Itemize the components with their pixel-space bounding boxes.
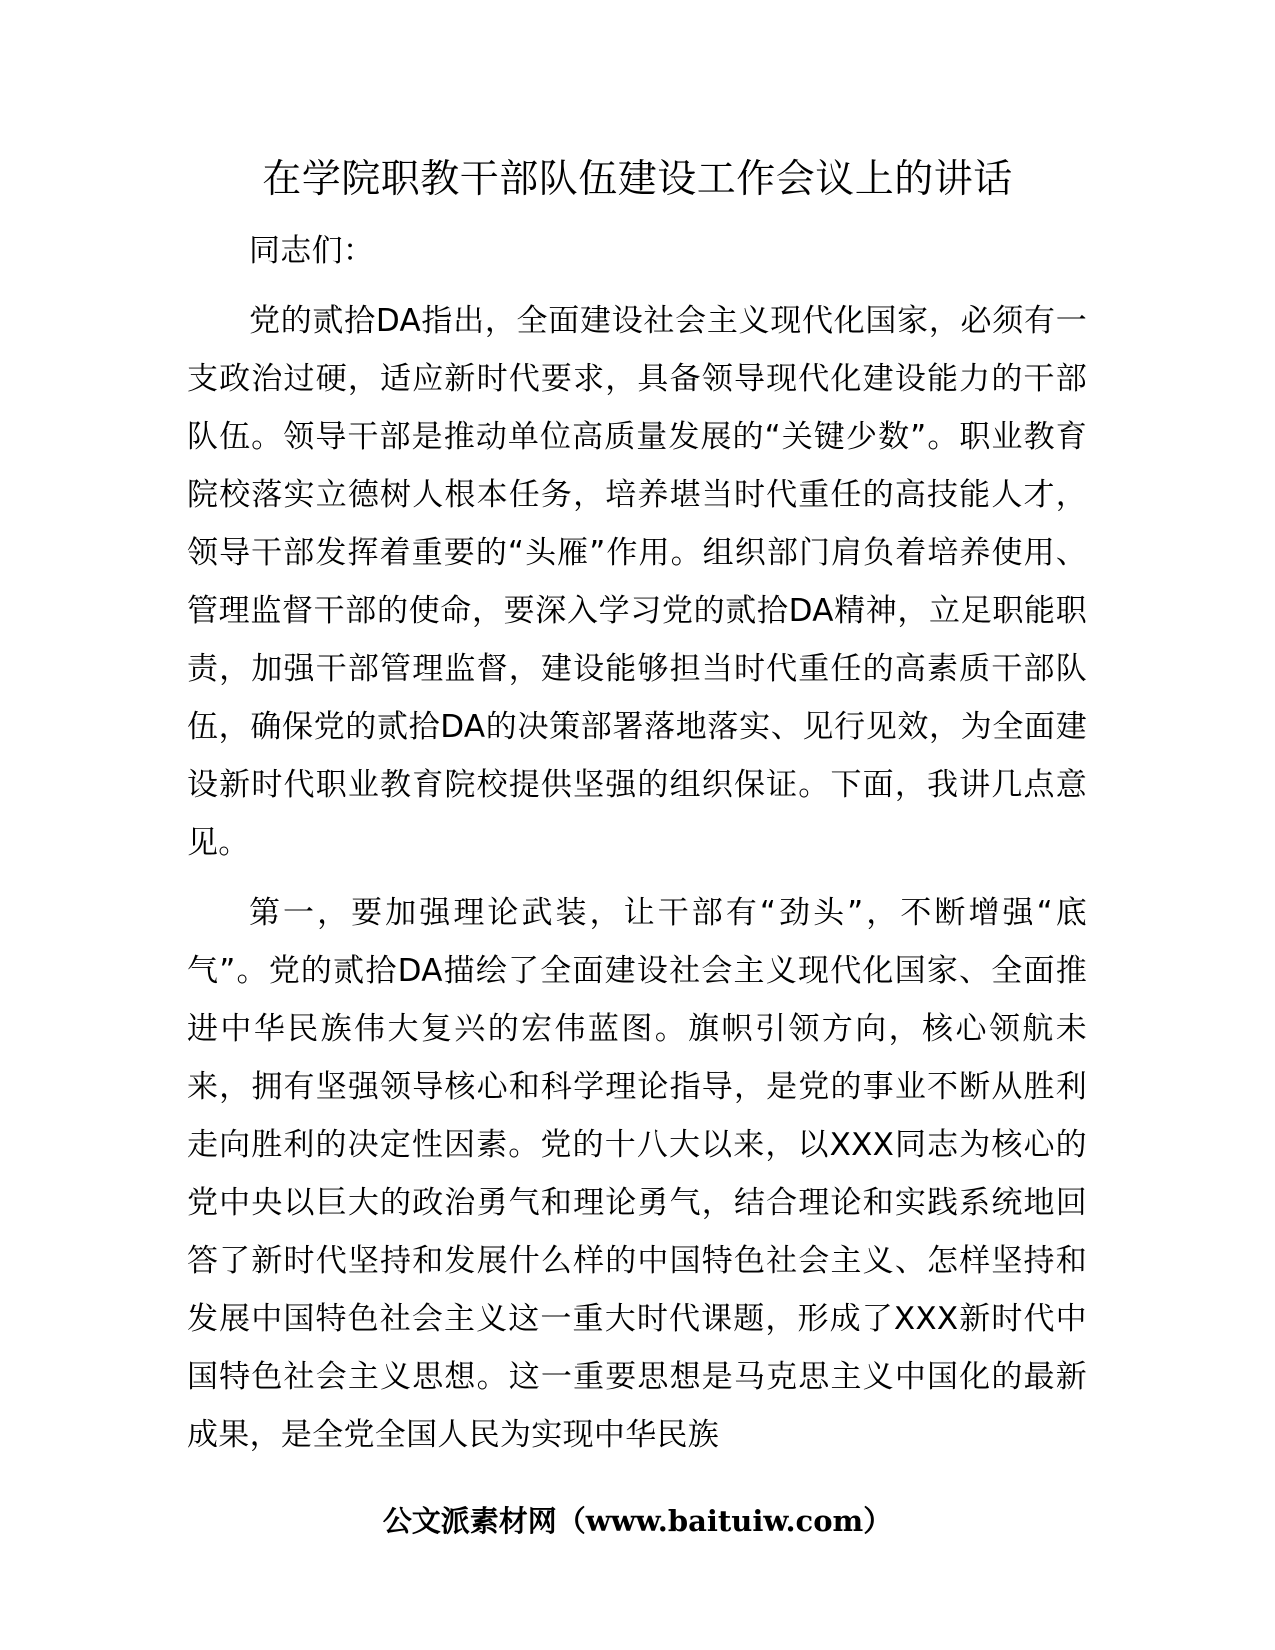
document-body bbox=[187, 222, 1087, 1464]
paragraph-2: 第一，要加强理论武装，让干部有“劲头”，不断增强“底气”。党的贰拾DA描绘了全面建设社会主义现代化国家、全面推进中华民族伟大复兴的宏伟蓝图。旗帜引领方向，核心领航未来，拥有坚强领导核心和科学理论指导，是党的事业不断从胜利走向胜利的决定性因素。党的十八大以来，以XXX同志为核心的党中央以巨大的政治勇气和理论勇气，结合理论和实践系统地回答了新时代坚持和发展什么样的中国特色社会主义、怎样坚持和发展中国特色社会主义这一重大时代课题，形成了XXX新时代中国特色社会主义思想。这一重要思想是马克思主义中国化的最新成果，是全党全国人民为实现中华民族 bbox=[187, 895, 1087, 1453]
salutation: 同志们： bbox=[249, 233, 375, 269]
paragraph-1: 党的贰拾DA指出，全面建设社会主义现代化国家，必须有一支政治过硬，适应新时代要求，具备领导现代化建设能力的干部队伍。领导干部是推动单位高质量发展的“关键少数”。职业教育院校落实立德树人根本任务，培养堪当时代重任的高技能人才，领导干部发挥着重要的“头雁”作用。组织部门肩负着培养使用、管理监督干部的使命，要深入学习党的贰拾DA精神，立足职能职责，加强干部管理监督，建设能够担当时代重任的高素质干部队伍，确保党的贰拾DA的决策部署落地落实、见行见效，为全面建设新时代职业教育院校提供坚强的组织保证。下面，我讲几点意见。 bbox=[187, 303, 1087, 861]
document-title: 在学院职教干部队伍建设工作会议上的讲话 bbox=[262, 157, 1013, 202]
footer-watermark: 公文派素材网（www.baituiw.com） bbox=[382, 1504, 893, 1538]
